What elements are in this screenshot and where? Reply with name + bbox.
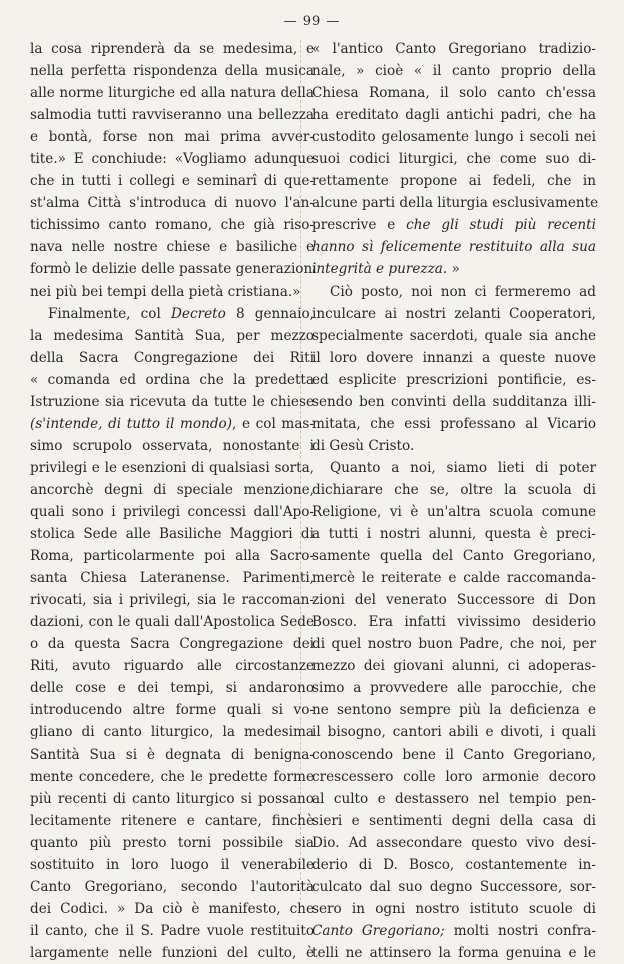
text-line: alcune parti della liturgia esclusivamente [312,195,599,212]
text-line: Roma, particolarmente poi alla Sacro- [30,548,314,565]
text-line: della Sacra Congregazione dei Riti [30,349,314,366]
text-line: culcato dal suo degno Successore, sor- [312,878,596,895]
text-line: nava nelle nostre chiese e basiliche e [30,239,314,256]
text-line: introducendo altre forme quali si vo- [30,702,314,719]
text-line: Riti, avuto riguardo alle circostanze [30,658,314,675]
text-line: stolica Sede alle Basiliche Maggiori di [30,526,314,543]
text-line: « comanda ed ordina che la predetta [30,371,314,388]
text-line: o da questa Sacra Congregazione dei [30,636,314,653]
text-line: privilegi e le esenzioni di qualsiasi sorta, [30,459,314,476]
text-line-integrita: integrità e purezza. » [312,261,460,278]
text-line: di Gesù Cristo. [312,437,415,454]
text-line: sieri e sentimenti degni della casa di [312,812,596,829]
text-line: formò le delizie delle passate generazioni [30,261,317,278]
text-line: tite.» E conchiude: «Vogliamo adunque [30,151,314,168]
text-line: ha ereditato dagli antichi padri, che ha [312,107,596,124]
text-line-restituito [312,236,596,258]
text-line: più recenti di canto liturgico si possano [30,790,314,807]
text-line: nei più bei tempi della pietà cristiana.» [30,283,301,300]
page-number: — 99 — [283,14,341,29]
left-column [30,38,317,964]
text-line: Ciò posto, noi non ci fermeremo ad [330,283,596,300]
text-line: ne sentono sempre più la deficienza e [312,702,596,719]
text-line: crescessero colle loro armonie decoro [312,768,596,785]
text-line: ed esplicite prescrizioni pontificie, es- [312,371,596,388]
text-line: specialmente sacerdoti, quale sia anche [312,327,596,344]
text-line: telli ne attinsero la forma genuina e le [312,944,596,961]
text-line: simo a provvedere alle parocchie, che [312,680,596,697]
text-line: mente concedere, che le predette forme [30,768,314,785]
text-line: Bosco. Era infatti vivissimo desiderio [312,614,596,631]
text-line: sendo ben convinti della sudditanza illi- [312,393,596,410]
text-line: nella perfetta rispondenza della musica [30,63,314,80]
text-line: mezzo dei giovani alunni, ci adoperas- [312,658,596,675]
text-line: ancorchè degni di speciale menzione, [30,481,314,498]
text-line: « l'antico Canto Gregoriano tradizio- [312,41,596,57]
text-line-intende: (s'intende, di tutto il mondo), e col mas- [30,415,314,432]
text-line: tichissimo canto romano, che già riso- [30,217,314,234]
text-line: suoi codici liturgici, che come suo di- [312,151,596,168]
text-line: che in tutti i collegi e seminarî di que- [30,173,314,190]
italic-fragment-canto: Canto Gregoriano; [312,922,445,939]
text-line: dei Codici. » Da ciò è manifesto, che [30,900,314,917]
italic-fragment-restituito: hanno sì felicemente restituito alla sua [312,239,596,256]
text-line: la cosa riprenderà da se medesima, e [30,41,314,57]
text-line: il bisogno, cantori abili e divoti, i quali [312,724,596,741]
text-line: quanto più presto torni possibile sia [30,834,314,851]
text-line: dazioni, con le quali dall'Apostolica Sede [30,614,314,631]
text-line: inculcare ai nostri zelanti Cooperatori, [312,305,596,322]
text-line: derio di D. Bosco, costantemente in- [312,856,596,873]
text-line: mitata, che essi professano al Vicario [312,415,596,432]
text-line: di quel nostro buon Padre, che noi, per [312,636,596,653]
text-line: santa Chiesa Lateranense. Parimenti, [30,570,314,587]
text-line: mercè le reiterate e calde raccomanda- [312,570,596,587]
italic-fragment-decreto: Finalmente, col Decreto 8 gennaio, [48,305,314,322]
text-line: nale, » cioè « il canto proprio della [312,63,596,80]
italic-fragment-studi: che gli studi più recenti [406,217,596,234]
text-line: il canto, che il S. Padre vuole restituito [30,922,314,939]
text-line: samente quella del Canto Gregoriano, [312,548,596,565]
text-line: conoscendo bene il Canto Gregoriano, [312,746,596,763]
text-line: salmodia tutti ravviseranno una bellezza [30,107,314,124]
right-column [312,38,599,964]
text-line: sero in ogni nostro istituto scuole di [312,900,596,917]
text-line: lecitamente ritenere e cantare, finchè [30,812,314,829]
text-line: dichiarare che se, oltre la scuola di [312,481,596,498]
text-line: Dio. Ad assecondare questo vivo desi- [312,834,596,851]
text-line: a tutti i nostri alunni, questa è preci- [312,526,596,543]
text-line: sostituito in loro luogo il venerabile [30,856,314,873]
text-line: alle norme liturgiche ed alla natura della [30,85,314,102]
text-line: quali sono i privilegi concessi dall'Apo- [30,503,314,520]
text-line-studi: prescrive e che gli studi più recenti [312,217,596,234]
text-line-decreto [30,303,314,325]
text-line: e bontà, forse non mai prima avver- [30,129,314,146]
italic-fragment-integrita: integrità e purezza. [312,261,448,278]
text-line: al culto e destassero nel tempio pen- [312,790,596,807]
text-line: rivocati, sia i privilegi, sia le raccoman- [30,592,314,609]
text-line: il loro dovere innanzi a queste nuove [312,349,596,366]
text-line: simo scrupolo osservata, nonostante i [30,437,314,454]
text-line: la medesima Santità Sua, per mezzo [30,327,314,344]
text-line: gliano di canto liturgico, la medesima [30,724,314,741]
text-line: largamente nelle funzioni del culto, è [30,944,314,961]
text-line: Quanto a noi, siamo lieti di poter [330,459,596,476]
text-line: Istruzione sia ricevuta da tutte le chiese [30,393,314,410]
text-line: custodito gelosamente lungo i secoli nei [312,129,596,146]
text-line: Religione, vi è un'altra scuola comune [312,503,596,520]
text-line: Santità Sua si è degnata di benigna- [30,746,314,763]
text-line-canto: Canto Gregoriano; molti nostri confra- [312,922,596,939]
text-line: st'alma Città s'introduca di nuovo l'an- [30,195,314,212]
text-line: Chiesa Romana, il solo canto ch'essa [312,85,596,102]
text-line: Canto Gregoriano, secondo l'autorità [30,878,314,895]
text-line: rettamente propone ai fedeli, che in [312,173,596,190]
text-line: delle cose e dei tempi, si andarono [30,680,314,697]
italic-fragment-intende: (s'intende, di tutto il mondo) [30,415,233,432]
text-line: zioni del venerato Successore di Don [312,592,596,609]
